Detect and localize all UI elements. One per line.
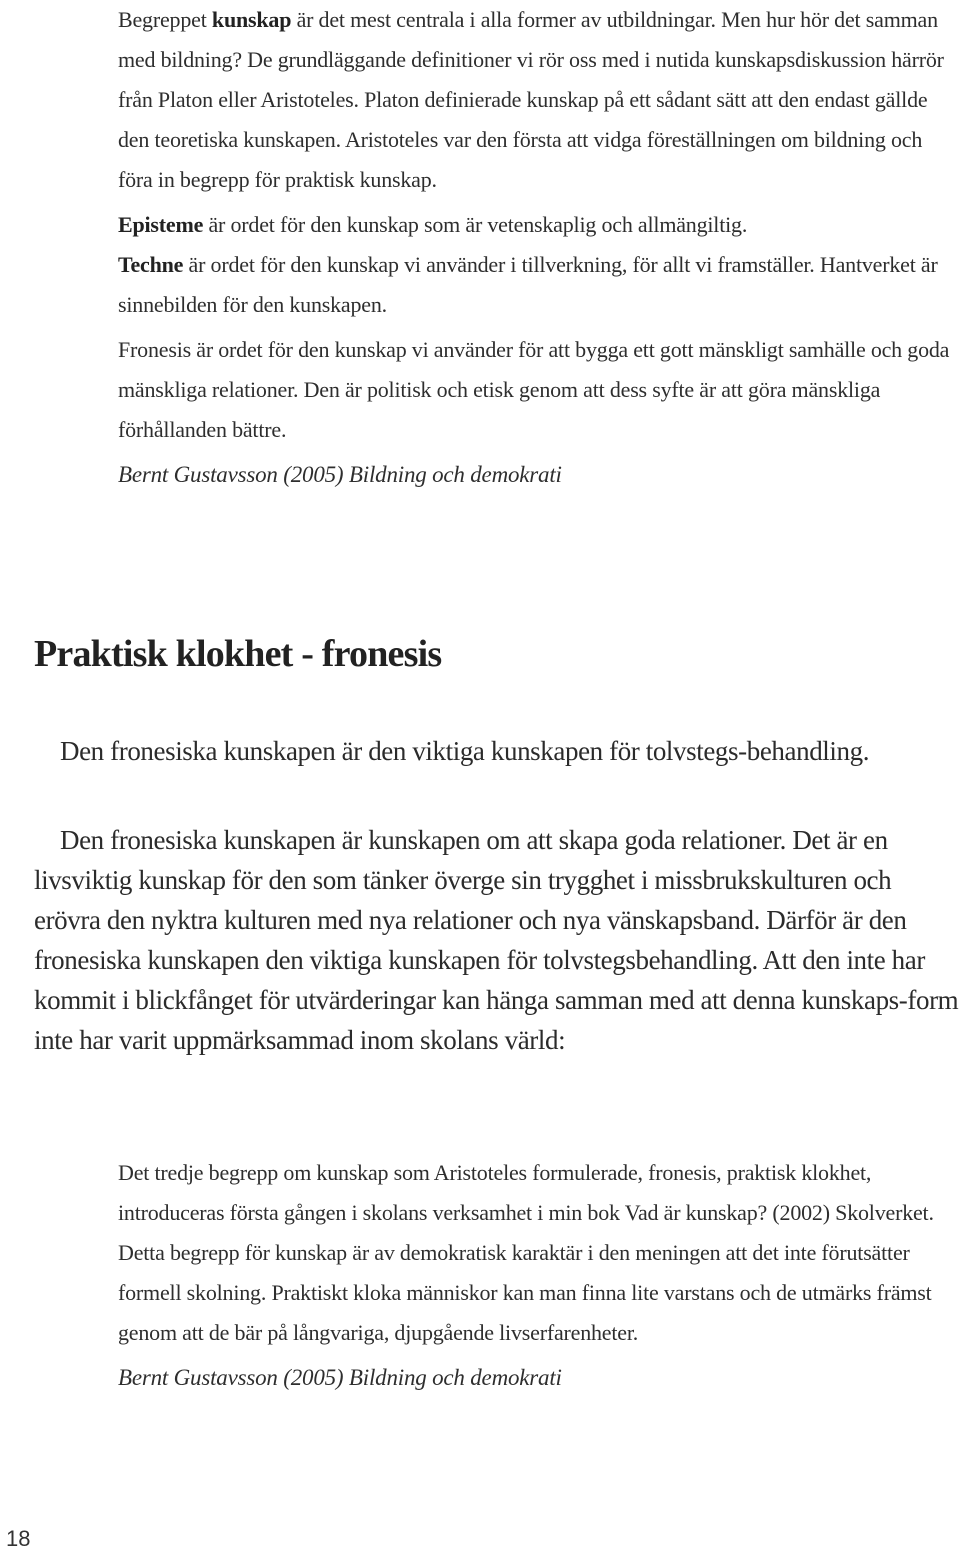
page-number: 18 xyxy=(6,1526,31,1551)
quote-citation: Bernt Gustavsson (2005) Bildning och demokrati xyxy=(118,1365,562,1390)
body-text: Den fronesiska kunskapen är kunskapen om att skapa goda relationer. Det är en livsviktig kunskap för den som tänker överge sin trygghet i missbrukskulturen och erövra den nyktra kulturen med nya relationer och nya vänskapsband. Därför är den fronesiska kunskapen den viktiga kunskapen för tolvstegsbehandling. Att den inte har kommit i blickfånget för utvärderingar kan hänga samman med att denna kunskaps-form inte har varit uppmärksammad inom skolans värld: xyxy=(34,825,959,1055)
quote-text: Begreppet xyxy=(118,7,212,32)
term-techne: Techne xyxy=(118,252,184,277)
term-kunskap: kunskap xyxy=(211,7,292,32)
term-episteme: Episteme xyxy=(118,212,204,237)
quote-text: är det mest centrala i alla former av utbildningar. Men hur hör det samman med bildning? De grundläggande definitioner vi rör oss med i nutida kunskapsdiskussion härrör från Platon eller Aristoteles. Platon definierade kunskap på ett sådant sätt att den endast gällde den teoretiska kunskapen. Aristoteles var den första att vidga föreställningen om bildning och föra in begrepp för praktisk kunskap. xyxy=(118,7,944,192)
quote-block-fronesis xyxy=(118,1153,958,1398)
quote-paragraph-episteme-techne xyxy=(118,205,958,325)
quote-block-bildning xyxy=(118,0,958,495)
quote-text: är ordet för den kunskap som är vetenskaplig och allmängiltig. xyxy=(203,212,748,237)
quote-citation: Bernt Gustavsson (2005) Bildning och demokrati xyxy=(118,462,562,487)
section-title: Praktisk klokhet - fronesis xyxy=(34,633,442,675)
body-paragraph-1 xyxy=(34,731,959,771)
quote-paragraph-kunskap xyxy=(118,0,958,200)
quote-paragraph-fronesis: Fronesis är ordet för den kunskap vi använder för att bygga ett gott mänskligt samhälle och goda mänskliga relationer. Den är politisk och etisk genom att dess syfte är att göra mänskliga förhållanden bättre. xyxy=(118,337,950,442)
quote-paragraph: Det tredje begrepp om kunskap som Aristoteles formulerade, fronesis, praktisk klokhet, introduceras första gången i skolans verksamhet i min bok Vad är kunskap? (2002) Skolverket. Detta begrepp för kunskap är av demokratisk karaktär i den meningen att det inte förutsätter formell skolning. Praktiskt kloka människor kan man finna lite varstans och de utmärks främst genom att de bär på långvariga, djupgående livserfarenheter. xyxy=(118,1160,934,1345)
body-paragraph-2 xyxy=(34,820,959,1060)
quote-text: är ordet för den kunskap vi använder i tillverkning, för allt vi framställer. Hantverket är sinnebilden för den kunskapen. xyxy=(118,252,938,317)
body-text: Den fronesiska kunskapen är den viktiga kunskapen för tolvstegs-behandling. xyxy=(60,736,870,766)
